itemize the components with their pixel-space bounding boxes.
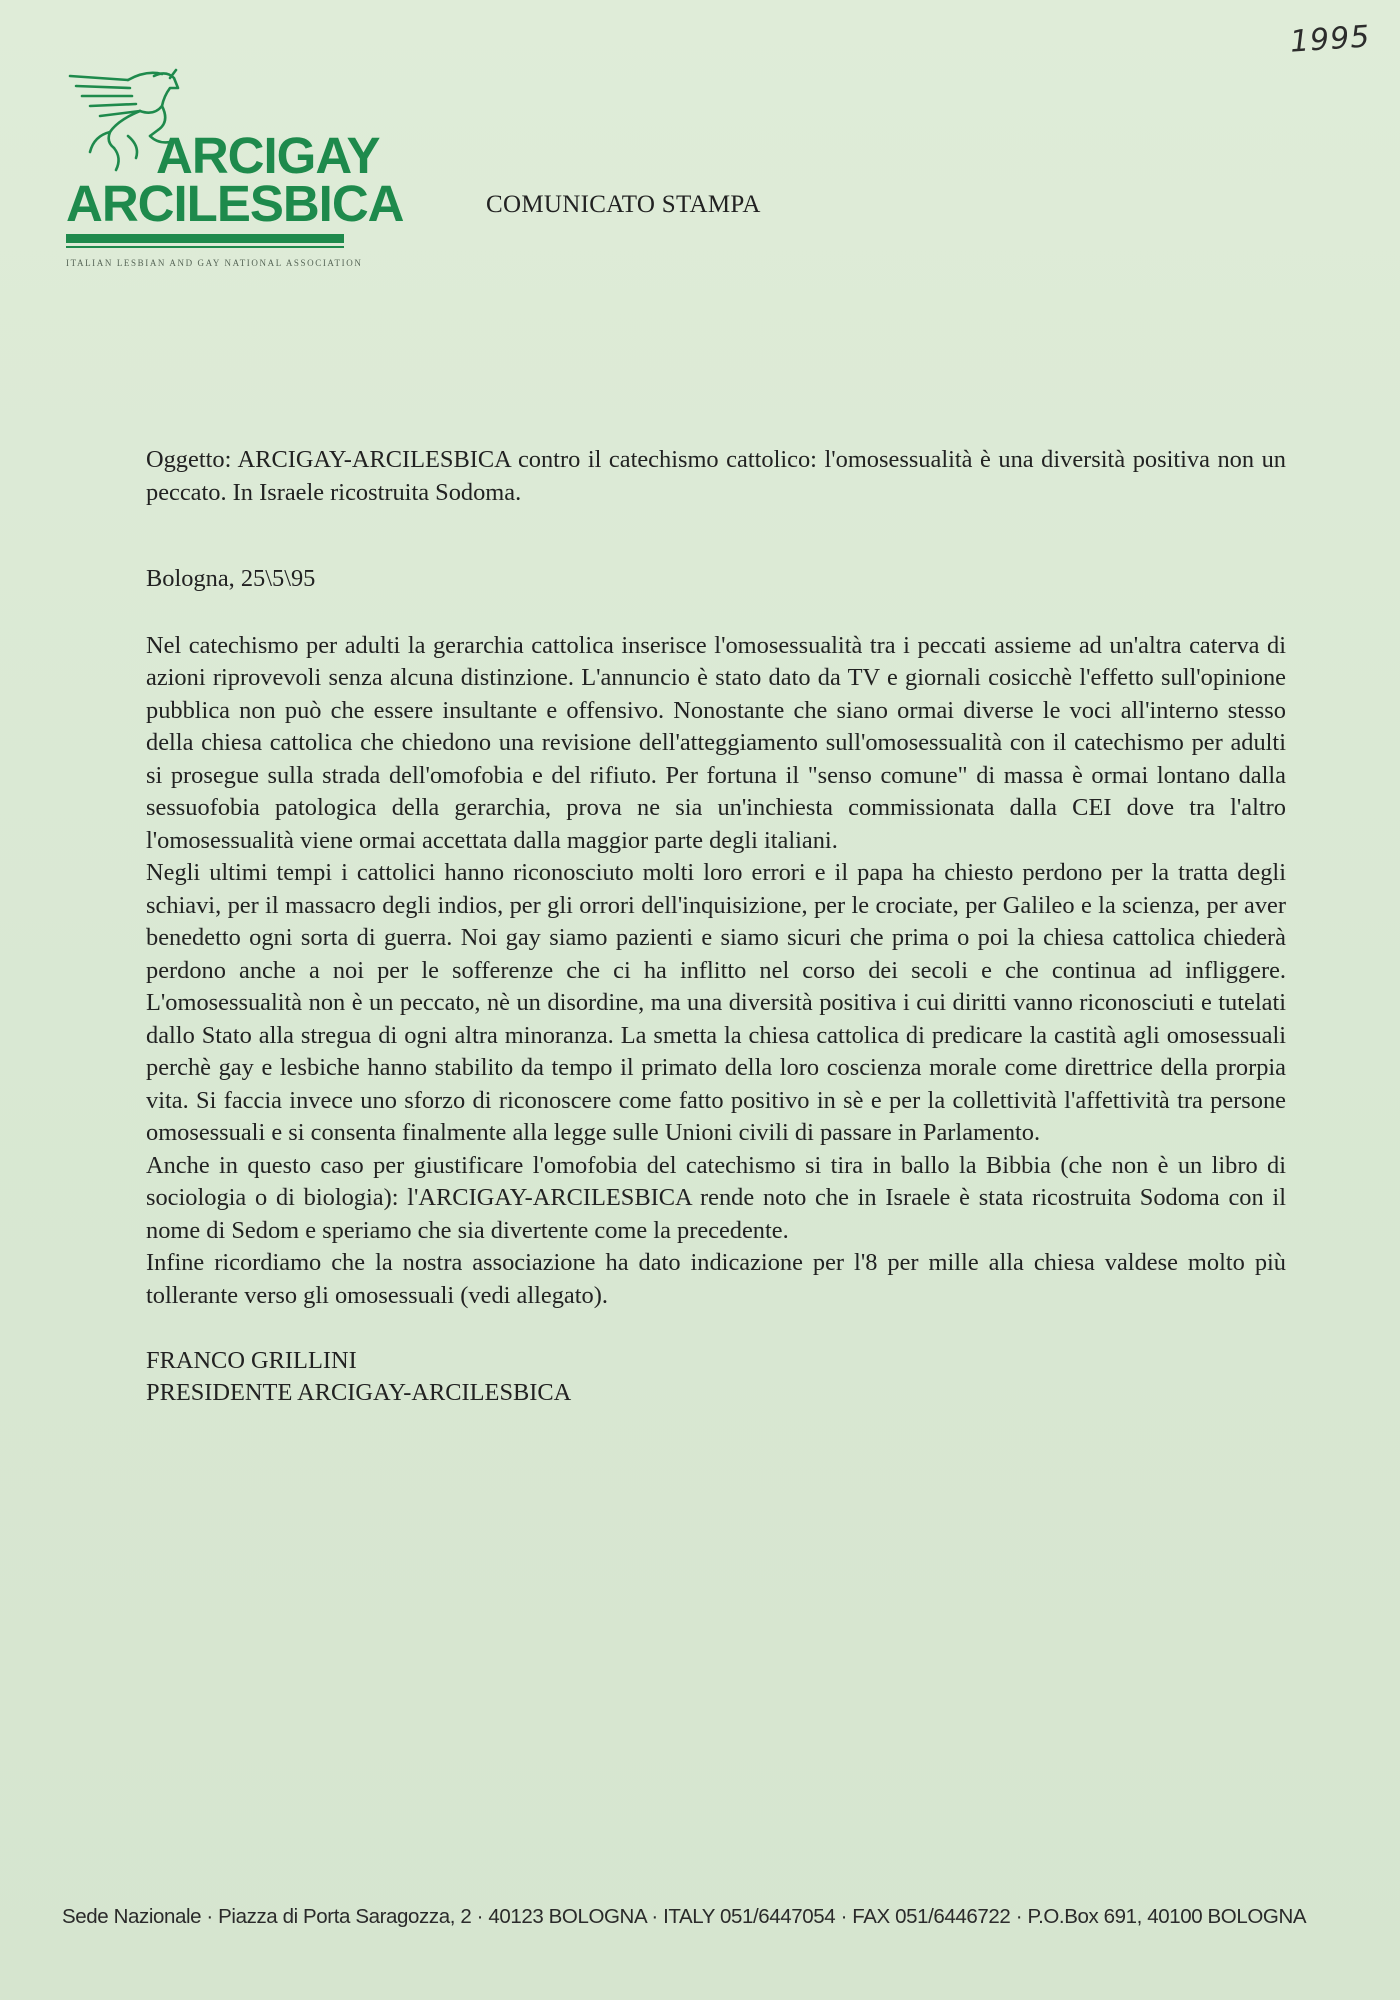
body-paragraph: Anche in questo caso per giustificare l'omofobia del catechismo si tira in ballo la Bibbia (che non è un libro di sociologia o di biologia): l'ARCIGAY-ARCILESBICA rende noto che in Israele è stata ricostruita Sodoma con il nome di Sedom e speriamo che sia divertente come la precedente. xyxy=(146,1151,1286,1244)
letter-body xyxy=(146,630,1286,1313)
logo-divider-thin xyxy=(66,246,344,248)
subject-line: Oggetto: ARCIGAY-ARCILESBICA contro il catechismo cattolico: l'omosessualità è una diversità positiva non un peccato. In Israele ricostruita Sodoma. xyxy=(146,446,1286,506)
logo-divider xyxy=(66,234,344,243)
signature-block xyxy=(146,1345,1286,1409)
document-type-heading: COMUNICATO STAMPA xyxy=(486,191,761,218)
logo-name-arcigay: ARCIGAY xyxy=(156,127,380,184)
signature-name: FRANCO GRILLINI xyxy=(146,1347,357,1374)
logo-name-arcilesbica: ARCILESBICA xyxy=(66,175,404,232)
body-paragraph: Nel catechismo per adulti la gerarchia cattolica inserisce l'omosessualità tra i peccati assieme ad un'altra caterva di azioni riprovevoli senza alcuna distinzione. L'annuncio è stato dato da TV e giornali cosicchè l'effetto sull'opinione pubblica non può che essere insultante e offensivo. Nonostante che siano ormai diverse le voci all'interno stesso della chiesa cattolica che chiedono una revisione dell'atteggiamento sull'omosessualità con il catechismo per adulti si prosegue sulla strada dell'omofobia e del rifiuto. Per fortuna il "senso comune" di massa è ormai lontano dalla sessuofobia patologica della gerarchia, prova ne sia un'inchiesta commissionata dalla CEI dove tra l'altro l'omosessualità viene ormai accettata dalla maggior parte degli italiani. xyxy=(146,631,1286,854)
letter-content xyxy=(146,444,1286,1409)
logo-tagline: ITALIAN LESBIAN AND GAY NATIONAL ASSOCIATION xyxy=(66,258,363,268)
handwritten-year-annotation: 1995 xyxy=(1288,19,1372,60)
body-paragraph: Infine ricordiamo che la nostra associazione ha dato indicazione per l'8 per mille alla chiesa valdese molto più tollerante verso gli omosessuali (vedi allegato). xyxy=(146,1249,1286,1309)
footer-address: Sede Nazionale · Piazza di Porta Saragozza, 2 · 40123 BOLOGNA · ITALY 051/6447054 · FAX 051/6446722 · P.O.Box 691, 40100 BOLOGNA xyxy=(62,1905,1307,1928)
body-paragraph: Negli ultimi tempi i cattolici hanno riconosciuto molti loro errori e il papa ha chiesto perdono per la tratta degli schiavi, per il massacro degli indios, per gli orrori dell'inquisizione, per le crociate, per Galileo e la scienza, per aver benedetto ogni sorta di guerra. Noi gay siamo pazienti e siamo sicuri che prima o poi la chiesa cattolica chiederà perdono anche a noi per le sofferenze che ci ha inflitto nel corso dei secoli e che continua ad infliggere. L'omosessualità non è un peccato, nè un disordine, ma una diversità positiva i cui diritti vanno riconosciuti e tutelati dallo Stato alla stregua di ogni altra minoranza. La smetta la chiesa cattolica di predicare la castità agli omosessuali perchè gay e lesbiche hanno stabilito da tempo il primato della loro coscienza morale come direttrice della prorpia vita. Si faccia invece uno sforzo di riconoscere come fatto positivo in sè e per la collettività l'affettività tra persone omosessuali e si consenta finalmente alla legge sulle Unioni civili di passare in Parlamento. xyxy=(146,859,1286,1146)
date-line: Bologna, 25\5\95 xyxy=(146,565,316,592)
letterhead-logo xyxy=(62,66,404,268)
signature-title: PRESIDENTE ARCIGAY-ARCILESBICA xyxy=(146,1379,572,1406)
